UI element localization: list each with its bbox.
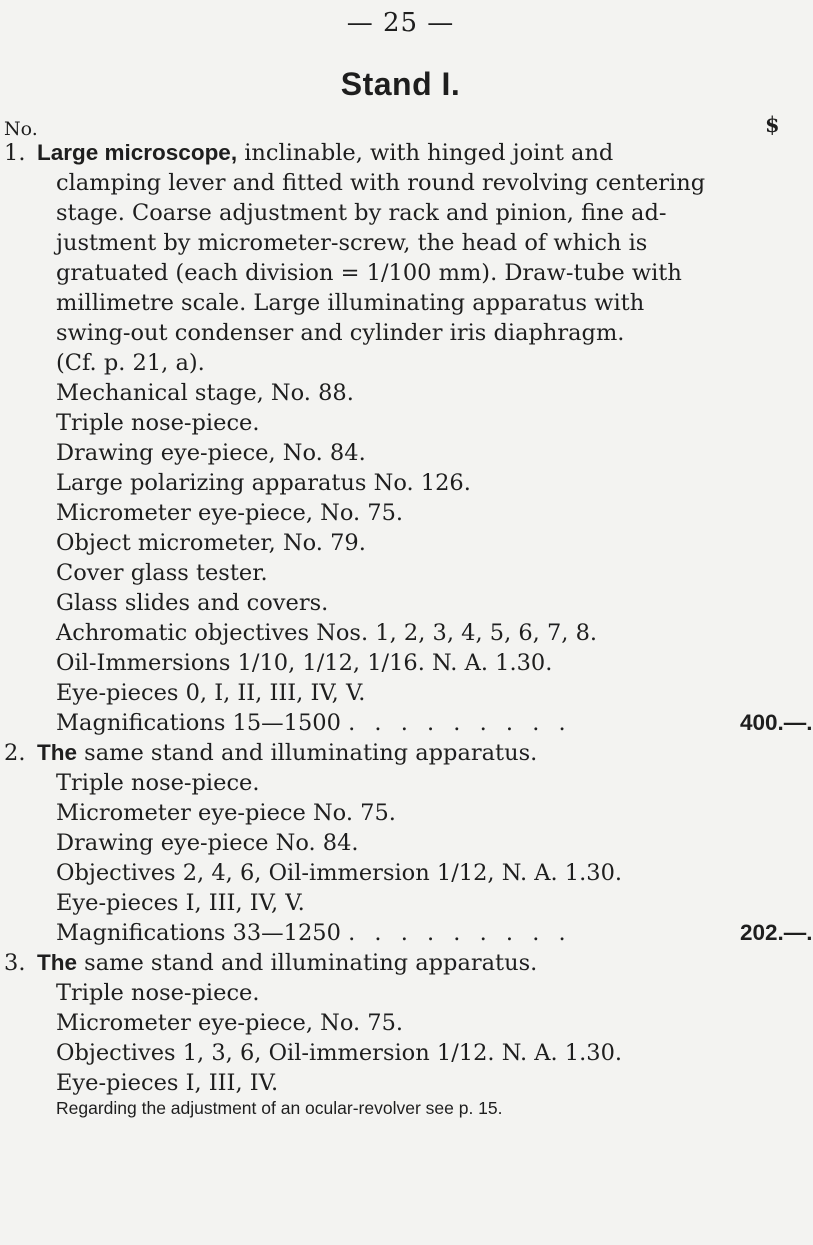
- item-accessory-line: Oil-Immersions 1/10, 1/12, 1/16. N. A. 1.30.: [56, 650, 553, 676]
- item-heading: The: [37, 740, 78, 765]
- item-magnification-line: [56, 709, 572, 737]
- item-accessory-line: Cover glass tester.: [56, 560, 268, 586]
- item-first-line: [37, 949, 537, 977]
- item-first-line-rest: same stand and illuminating apparatus.: [77, 950, 538, 976]
- item-desc-line: swing-out condenser and cylinder iris diaphragm.: [56, 320, 625, 346]
- item-price: 202.—.: [740, 920, 813, 945]
- item-price: 400.—.: [740, 710, 813, 735]
- item-number: 2.: [4, 740, 26, 766]
- item-first-line: [37, 739, 537, 767]
- item-accessory-line: Micrometer eye-piece, No. 75.: [56, 1010, 404, 1036]
- item-accessory-line: Triple nose-piece.: [56, 770, 260, 796]
- column-header-price: $: [765, 112, 780, 137]
- item-accessory-line: Triple nose-piece.: [56, 410, 260, 436]
- item-accessory-line: Micrometer eye-piece No. 75.: [56, 800, 396, 826]
- item-accessory-line: Triple nose-piece.: [56, 980, 260, 1006]
- item-accessory-line: Glass slides and covers.: [56, 590, 329, 616]
- item-heading: Large microscope,: [37, 140, 238, 165]
- item-accessory-line: Large polarizing apparatus No. 126.: [56, 470, 471, 496]
- page-number: — 25 —: [346, 8, 455, 38]
- item-desc-line: clamping lever and fitted with round revolving centering: [56, 170, 706, 196]
- item-first-line-rest: inclinable, with hinged joint and: [237, 140, 614, 166]
- item-magnification-line: [56, 919, 572, 947]
- item-first-line-rest: same stand and illuminating apparatus.: [77, 740, 538, 766]
- item-accessory-line: Eye-pieces I, III, IV, V.: [56, 890, 305, 916]
- item-first-line: [37, 139, 613, 167]
- item-accessory-line: Objectives 2, 4, 6, Oil-immersion 1/12, N. A. 1.30.: [56, 860, 623, 886]
- item-accessory-line: Drawing eye-piece, No. 84.: [56, 440, 366, 466]
- item-accessory-line: Micrometer eye-piece, No. 75.: [56, 500, 404, 526]
- footnote: Regarding the adjustment of an ocular-revolver see p. 15.: [56, 1098, 503, 1118]
- item-accessory-line: Eye-pieces 0, I, II, III, IV, V.: [56, 680, 366, 706]
- item-accessory-line: Mechanical stage, No. 88.: [56, 380, 354, 406]
- dot-leader: . . . . . . . . .: [348, 920, 572, 946]
- item-magnification: Magnifications 15—1500: [56, 710, 341, 736]
- item-desc-line: justment by micrometer-screw, the head of which is: [56, 230, 648, 256]
- item-heading: The: [37, 950, 78, 975]
- item-desc-line: (Cf. p. 21, a).: [56, 350, 205, 376]
- item-number: 3.: [4, 950, 26, 976]
- item-number: 1.: [4, 140, 26, 166]
- column-header-number: No.: [4, 118, 38, 140]
- item-accessory-line: Objectives 1, 3, 6, Oil-immersion 1/12. N. A. 1.30.: [56, 1040, 623, 1066]
- item-desc-line: stage. Coarse adjustment by rack and pinion, fine ad-: [56, 200, 667, 226]
- item-accessory-line: Object micrometer, No. 79.: [56, 530, 366, 556]
- item-accessory-line: Eye-pieces I, III, IV.: [56, 1070, 279, 1096]
- item-accessory-line: Achromatic objectives Nos. 1, 2, 3, 4, 5, 6, 7, 8.: [56, 620, 598, 646]
- item-desc-line: gratuated (each division = 1/100 mm). Draw-tube with: [56, 260, 682, 286]
- page-title: Stand I.: [340, 66, 461, 102]
- item-desc-line: millimetre scale. Large illuminating apparatus with: [56, 290, 645, 316]
- item-magnification: Magnifications 33—1250: [56, 920, 341, 946]
- item-accessory-line: Drawing eye-piece No. 84.: [56, 830, 359, 856]
- dot-leader: . . . . . . . . .: [348, 710, 572, 736]
